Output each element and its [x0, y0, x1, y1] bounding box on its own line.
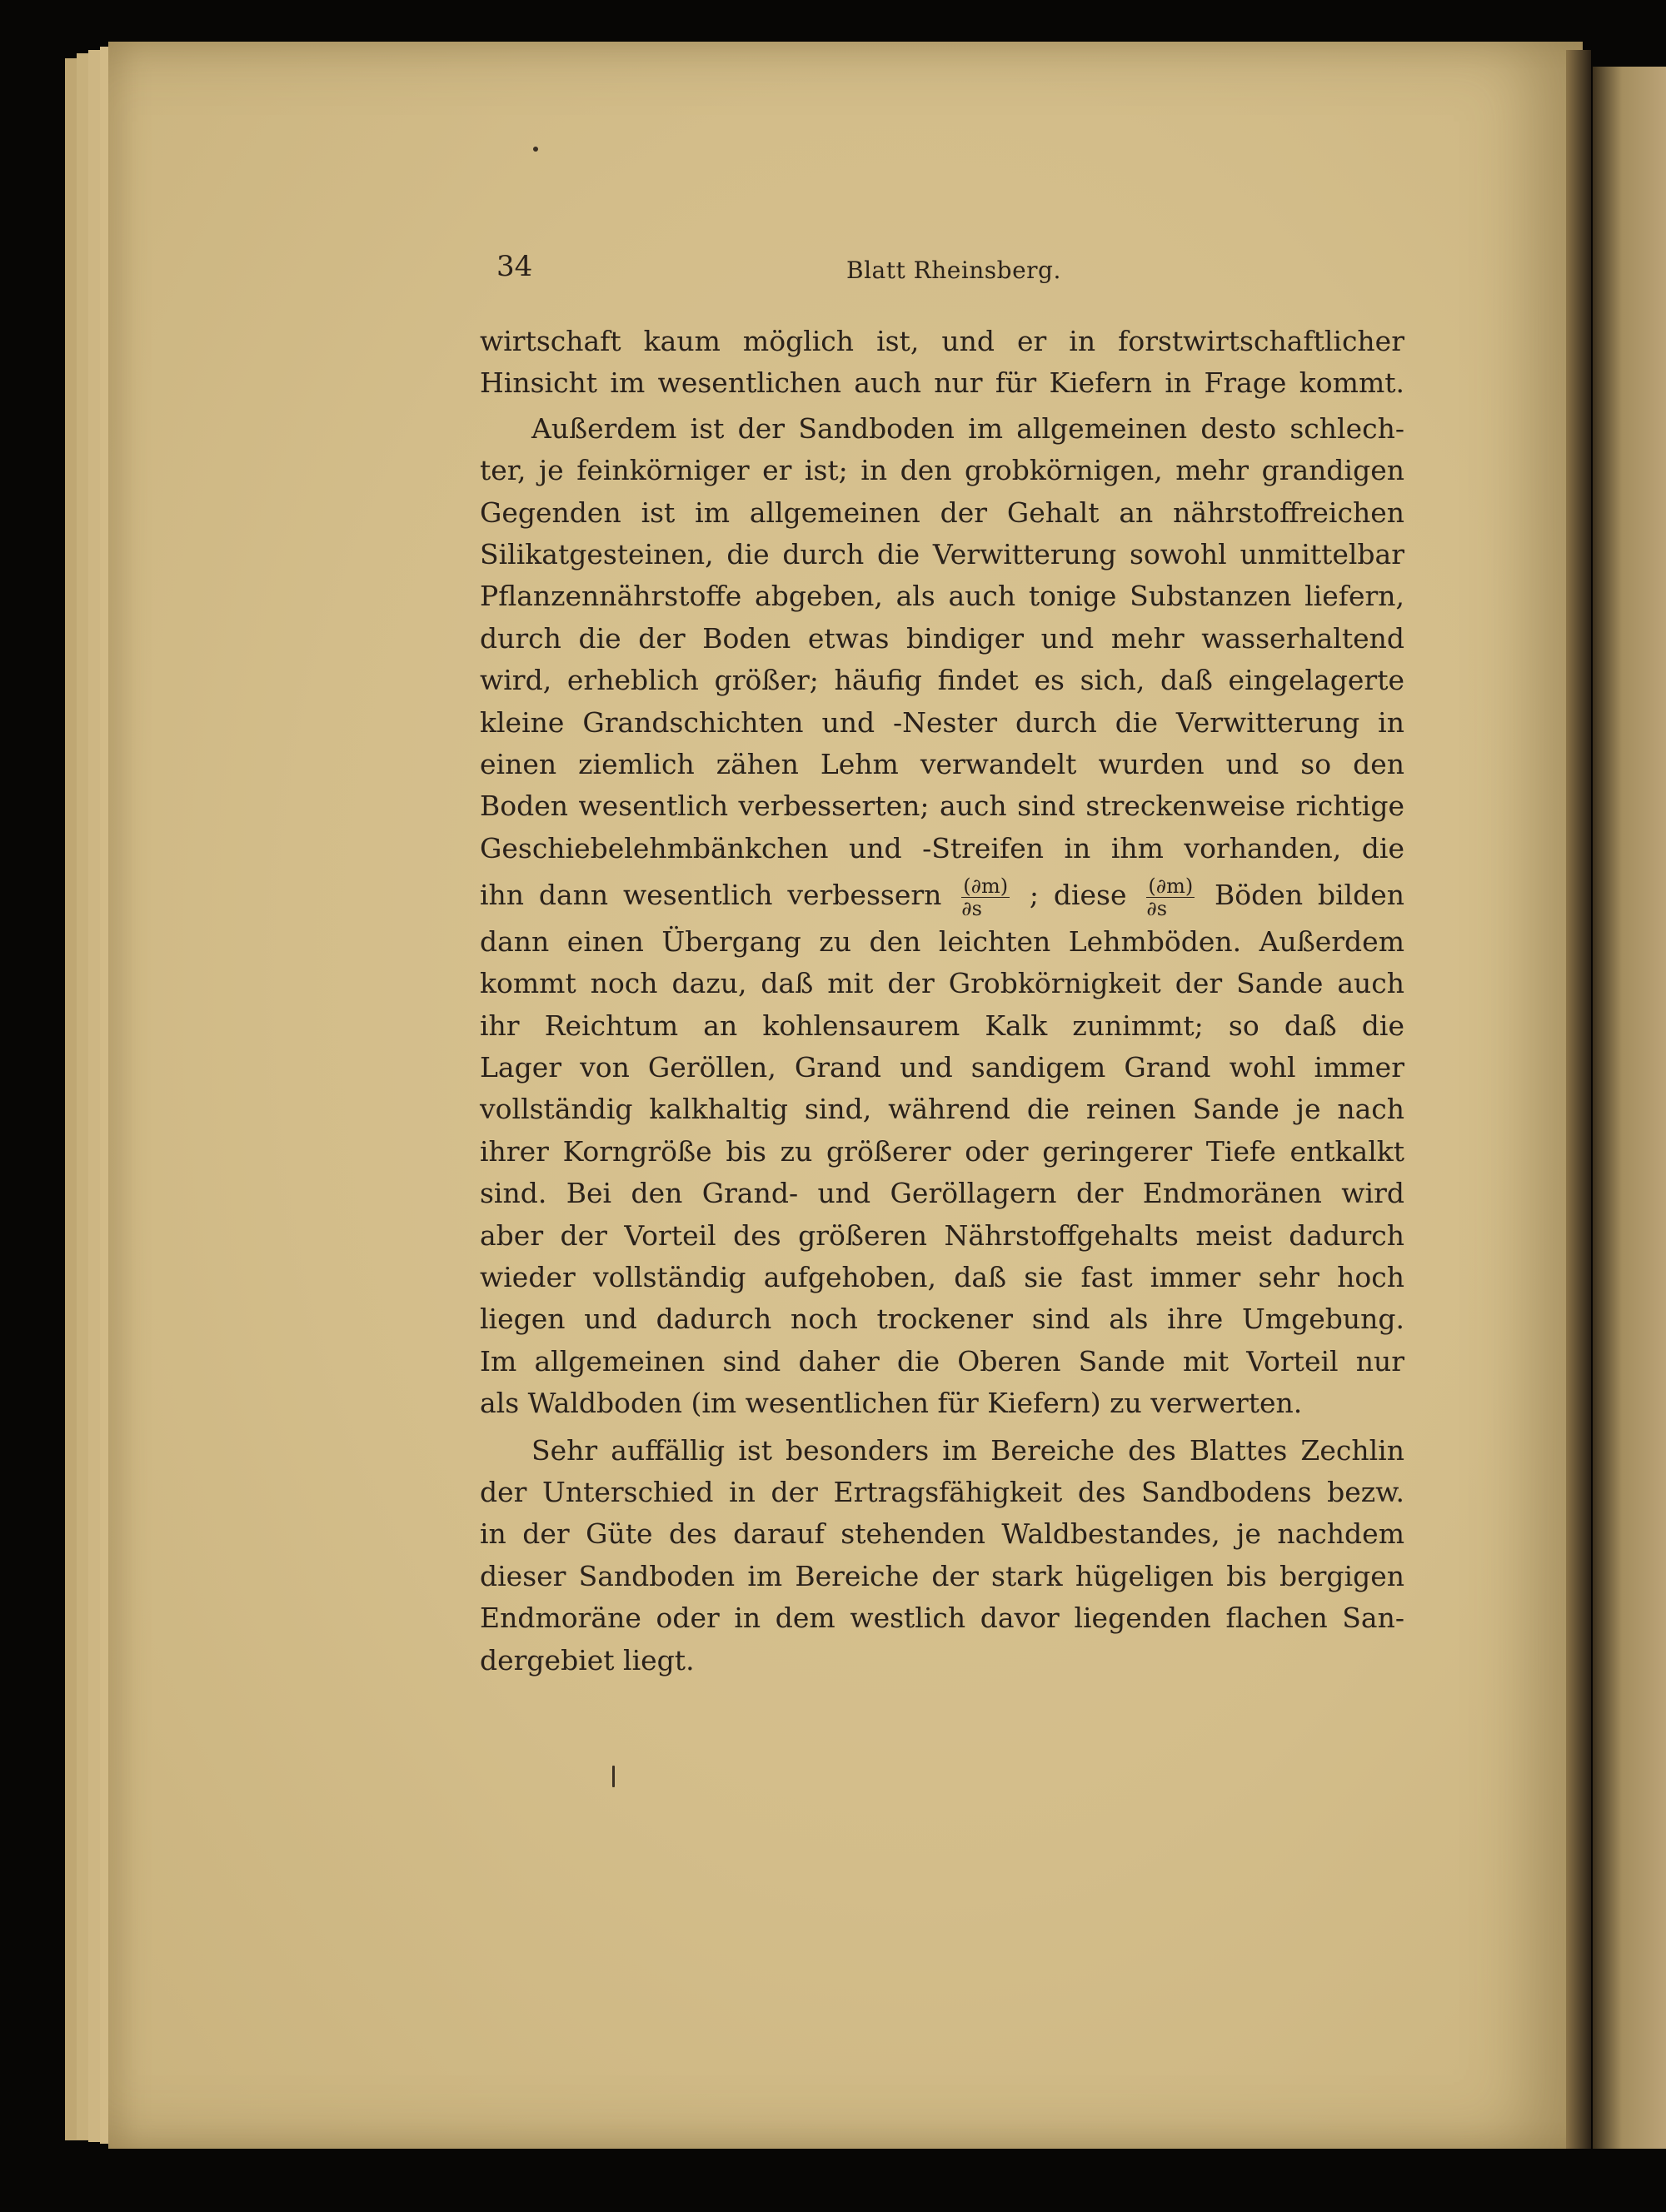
text-line: wieder vollständig aufgehoben, daß sie fast immer sehr hoch [480, 1261, 1404, 1294]
text-line: Im allgemeinen sind daher die Oberen Sande mit Vorteil nur [480, 1344, 1404, 1378]
text-line: Endmoräne oder in dem westlich davor liegenden flachen San- [480, 1602, 1404, 1635]
text-line: wirtschaft kaum möglich ist, und er in forstwirtschaftlicher [480, 325, 1404, 357]
text-line: Silikatgesteinen, die durch die Verwitterung sowohl unmittelbar [480, 538, 1404, 571]
text-line: einen ziemlich zähen Lehm verwandelt wurden und so den [480, 748, 1404, 781]
text-line: als Waldboden (im wesentlichen für Kiefern) zu verwerten. [480, 1387, 1303, 1420]
body-text [480, 321, 1404, 1681]
fraction-numerator: (∂m) [1148, 874, 1194, 898]
fraction-denominator: ∂s [961, 896, 982, 920]
text-line: kleine Grandschichten und -Nester durch die Verwitterung in [480, 705, 1404, 739]
facing-page-edge [1593, 67, 1666, 2149]
fraction-numerator: (∂m) [963, 874, 1009, 898]
text-line: ihrer Korngröße bis zu größerer oder geringerer Tiefe entkalkt [480, 1134, 1404, 1168]
paragraph-3 [480, 1430, 1404, 1681]
formula-line [480, 874, 1404, 919]
text-line: vollständig kalkhaltig sind, während die reinen Sande je nach [480, 1093, 1404, 1126]
text-line: durch die der Boden etwas bindiger und mehr wasserhaltend [480, 621, 1404, 655]
text-line: Gegenden ist im allgemeinen der Gehalt an nährstoffreichen [480, 496, 1404, 529]
paper-speck [533, 147, 538, 152]
text-line: in der Güte des darauf stehenden Waldbestandes, je nachdem [480, 1517, 1404, 1551]
paragraph-1 [480, 321, 1404, 405]
book-gutter [1566, 50, 1591, 2149]
paragraph-2 [480, 408, 1404, 1425]
text-line: Boden wesentlich verbesserten; auch sind streckenweise richtige [480, 790, 1404, 823]
text-line: ter, je feinkörniger er ist; in den grobkörnigen, mehr grandigen [480, 454, 1404, 487]
text-line: dieser Sandboden im Bereiche der stark hügeligen bis bergigen [480, 1559, 1404, 1592]
text-line: dergebiet liegt. [480, 1643, 695, 1676]
text-line: Geschiebelehmbänkchen und -Streifen in ihm vorhanden, die [480, 831, 1404, 864]
text-line: Pflanzennährstoffe abgeben, als auch tonige Substanzen liefern, [480, 580, 1404, 613]
fraction [961, 875, 1010, 919]
text-line: Lager von Geröllen, Grand und sandigem Grand wohl immer [480, 1051, 1404, 1084]
text-line: liegen und dadurch noch trockener sind als ihre Umgebung. [480, 1303, 1404, 1336]
running-title: Blatt Rheinsberg. [846, 257, 1061, 284]
text-line: Außerdem ist der Sandboden im allgemeinen desto schlech- [531, 411, 1404, 445]
text-line: kommt noch dazu, daß mit der Grobkörnigkeit der Sande auch [480, 967, 1404, 1000]
paper-speck [612, 1766, 615, 1787]
formula-text-after: Böden bilden [1215, 879, 1405, 912]
fraction-denominator: ∂s [1146, 896, 1168, 920]
fraction [1146, 875, 1195, 919]
text-line: Hinsicht im wesentlichen auch nur für Kiefern in Frage kommt. [480, 366, 1404, 400]
text-line: sind. Bei den Grand- und Geröllagern der Endmoränen wird [480, 1177, 1404, 1210]
text-line: Sehr auffällig ist besonders im Bereiche des Blattes Zechlin [531, 1433, 1404, 1467]
text-line: der Unterschied in der Ertragsfähigkeit des Sandbodens bezw. [480, 1476, 1404, 1509]
text-line: dann einen Übergang zu den leichten Lehmböden. Außerdem [480, 924, 1404, 958]
text-line: wird, erheblich größer; häufig findet es sich, daß eingelagerte [480, 664, 1404, 697]
formula-text-middle: ; diese [1029, 879, 1127, 912]
text-line: aber der Vorteil des größeren Nährstoffgehalts meist dadurch [480, 1218, 1404, 1252]
formula-text-before: ihn dann wesentlich verbessern [480, 879, 942, 912]
text-line: ihr Reichtum an kohlensaurem Kalk zunimmt; so daß die [480, 1009, 1404, 1042]
page-number: 34 [496, 250, 533, 283]
